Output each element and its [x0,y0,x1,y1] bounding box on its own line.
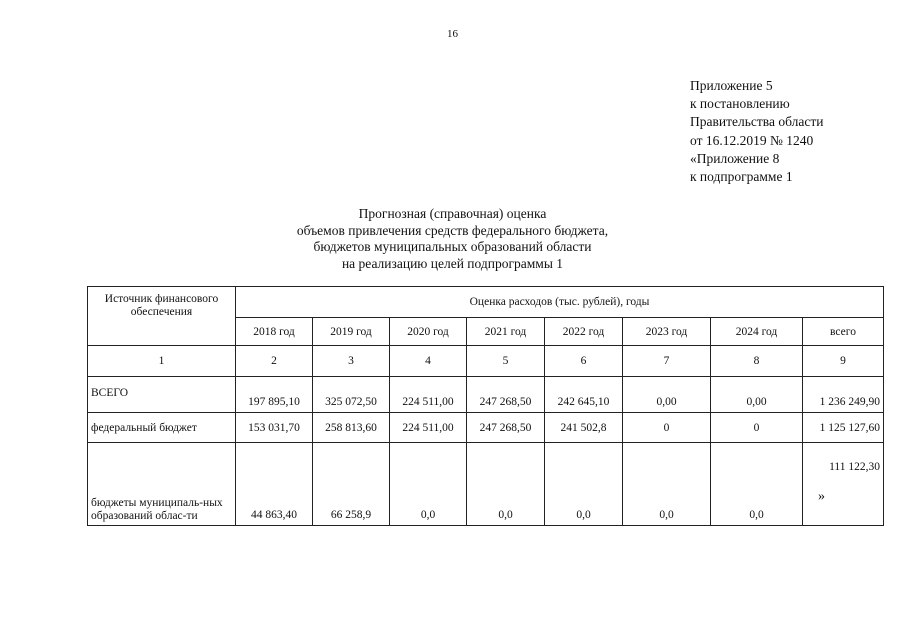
year-header: 2018 год [236,318,313,346]
table-cell: 197 895,10 [236,377,313,413]
table-cell: 0,0 [467,443,545,526]
table-cell: 247 268,50 [467,413,545,443]
table-cell: 0,0 [545,443,623,526]
title-line: бюджетов муниципальных образований области [313,239,592,254]
row-label: федеральный бюджет [88,413,236,443]
year-header: 2023 год [623,318,711,346]
page-number: 16 [447,28,458,40]
column-number: 9 [803,346,884,377]
appendix-block [690,77,823,186]
row-label: ВСЕГО [88,377,236,413]
column-number: 2 [236,346,313,377]
table-row [88,413,884,443]
year-header: 2021 год [467,318,545,346]
source-header: Источник финансового обеспечения [88,287,236,346]
column-number: 8 [711,346,803,377]
year-header: 2019 год [313,318,390,346]
column-number: 1 [88,346,236,377]
table-cell: 0,00 [623,377,711,413]
table-cell: 44 863,40 [236,443,313,526]
table-cell: 247 268,50 [467,377,545,413]
table-cell: 0,00 [711,377,803,413]
appendix-line: от 16.12.2019 № 1240 [690,132,814,148]
table-cell: 325 072,50 [313,377,390,413]
table-cell: 0,0 [390,443,467,526]
row-label: бюджеты муниципаль-ных образований облас-ти [88,443,236,526]
year-header: 2020 год [390,318,467,346]
year-header: 2022 год [545,318,623,346]
table-cell: 242 645,10 [545,377,623,413]
title-line: на реализацию целей подпрограммы 1 [341,255,564,271]
title-line: Прогнозная (справочная) оценка [358,206,547,221]
table-cell: 241 502,8 [545,413,623,443]
title-line: объемов привлечения средств федерального бюджета, [296,222,609,238]
table-cell: 258 813,60 [313,413,390,443]
column-number: 6 [545,346,623,377]
table-cell: 1 236 249,90 [803,377,884,413]
appendix-line: к подпрограмме 1 [690,169,793,185]
column-number: 5 [467,346,545,377]
column-number: 7 [623,346,711,377]
table-cell: 153 031,70 [236,413,313,443]
table-row [88,443,884,526]
table-cell: 0 [623,413,711,443]
column-number: 4 [390,346,467,377]
appendix-line: «Приложение 8 [690,150,780,166]
year-header: 2024 год [711,318,803,346]
table-cell: 0 [711,413,803,443]
table-cell: 0,0 [623,443,711,526]
table-row [88,377,884,413]
table-cell: 1 125 127,60 [803,413,884,443]
estimate-header: Оценка расходов (тыс. рублей), годы [236,287,884,318]
financing-table [87,286,884,526]
table-cell: 66 258,9 [313,443,390,526]
appendix-line: к постановлению [690,96,790,112]
total-header: всего [803,318,884,346]
appendix-line: Правительства области [690,114,824,130]
column-number: 3 [313,346,390,377]
table-cell: 224 511,00 [390,377,467,413]
document-title [0,206,905,272]
table-cell: 224 511,00 [390,413,467,443]
table-cell: 111 122,30 [803,443,884,526]
closing-quote: » [818,489,825,504]
table-cell: 0,0 [711,443,803,526]
appendix-line: Приложение 5 [690,78,773,93]
